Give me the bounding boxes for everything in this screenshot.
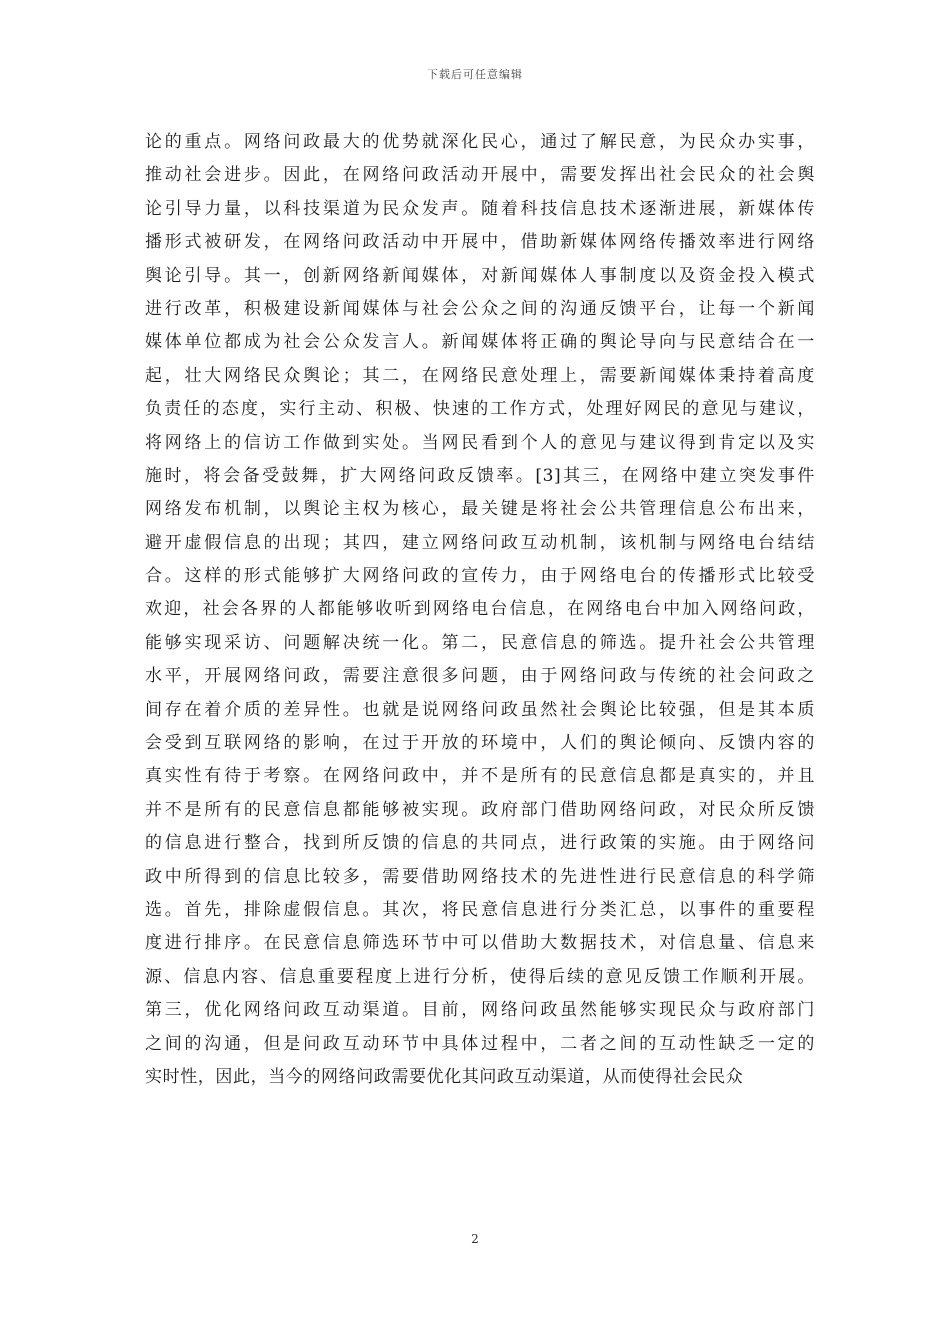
text-line: 论的重点。网络问政最大的优势就深化民心，通过了解民意，为民众办实事， — [145, 132, 815, 152]
page-header: 下载后可任意编辑 — [427, 68, 523, 81]
text-line: 媒体单位都成为社会公众发言人。新闻媒体将正确的舆论导向与民意结合在一 — [145, 332, 815, 353]
text-line: 避开虚假信息的出现；其四，建立网络问政互动机制，该机制与网络电台结结 — [145, 532, 815, 553]
text-line: 推动社会进步。因此，在网络问政活动开展中，需要发挥出社会民众的社会舆 — [145, 165, 815, 186]
text-line: 水平，开展网络问政，需要注意很多问题，由于网络问政与传统的社会问政之 — [145, 666, 815, 687]
text-line: 欢迎，社会各界的人都能够收听到网络电台信息，在网络电台中加入网络问政， — [145, 599, 815, 620]
text-line: 并不是所有的民意信息都能够被实现。政府部门借助网络问政，对民众所反馈 — [145, 799, 815, 820]
text-line: 第三，优化网络问政互动渠道。目前，网络问政虽然能够实现民众与政府部门 — [145, 1000, 815, 1021]
text-line: 播形式被研发，在网络问政活动中开展中，借助新媒体网络传播效率进行网络 — [145, 232, 815, 253]
text-line: 将网络上的信访工作做到实处。当网民看到个人的意见与建议得到肯定以及实 — [145, 432, 815, 453]
text-line: 之间的沟通，但是问政互动环节中具体过程中，二者之间的互动性缺乏一定的 — [145, 1033, 815, 1054]
text-line: 源、信息内容、信息重要程度上进行分析，使得后续的意见反馈工作顺利开展。 — [145, 966, 815, 987]
text-line: 间存在着介质的差异性。也就是说网络问政虽然社会舆论比较强，但是其本质 — [145, 699, 815, 720]
text-line: 进行改革，积极建设新闻媒体与社会公众之间的沟通反馈平台，让每一个新闻 — [145, 298, 815, 319]
text-line: 实时性，因此，当今的网络问政需要优化其问政互动渠道，从而使得社会民众 — [145, 1066, 744, 1087]
page-number: 2 — [471, 1232, 479, 1246]
text-line: 合。这样的形式能够扩大网络问政的宣传力，由于网络电台的传播形式比较受 — [145, 566, 815, 587]
text-line: 选。首先，排除虚假信息。其次，将民意信息进行分类汇总，以事件的重要程 — [145, 899, 815, 920]
text-line: 度进行排序。在民意信息筛选环节中可以借助大数据技术，对信息量、信息来 — [145, 933, 815, 954]
text-line: 政中所得到的信息比较多，需要借助网络技术的先进性进行民意信息的科学筛 — [145, 866, 815, 887]
text-line: 真实性有待于考察。在网络问政中，并不是所有的民意信息都是真实的，并且 — [145, 766, 815, 787]
text-line: 负责任的态度，实行主动、积极、快速的工作方式，处理好网民的意见与建议， — [145, 399, 815, 420]
text-line: 施时，将会备受鼓舞，扩大网络问政反馈率。[3]其三，在网络中建立突发事件 — [145, 465, 815, 486]
text-line: 舆论引导。其一，创新网络新闻媒体，对新闻媒体人事制度以及资金投入模式 — [145, 265, 815, 286]
text-line: 论引导力量，以科技渠道为民众发声。随着科技信息技术逐渐进展，新媒体传 — [145, 198, 815, 219]
text-line: 起，壮大网络民众舆论；其二，在网络民意处理上，需要新闻媒体秉持着高度 — [145, 365, 815, 386]
body-text — [145, 126, 815, 1094]
text-line: 的信息进行整合，找到所反馈的信息的共同点，进行政策的实施。由于网络问 — [145, 833, 815, 854]
text-line: 会受到互联网络的影响，在过于开放的环境中，人们的舆论倾向、反馈内容的 — [145, 733, 815, 754]
text-line: 网络发布机制，以舆论主权为核心，最关键是将社会公共管理信息公布出来， — [145, 499, 815, 520]
text-line: 能够实现采访、问题解决统一化。第二，民意信息的筛选。提升社会公共管理 — [145, 632, 815, 653]
